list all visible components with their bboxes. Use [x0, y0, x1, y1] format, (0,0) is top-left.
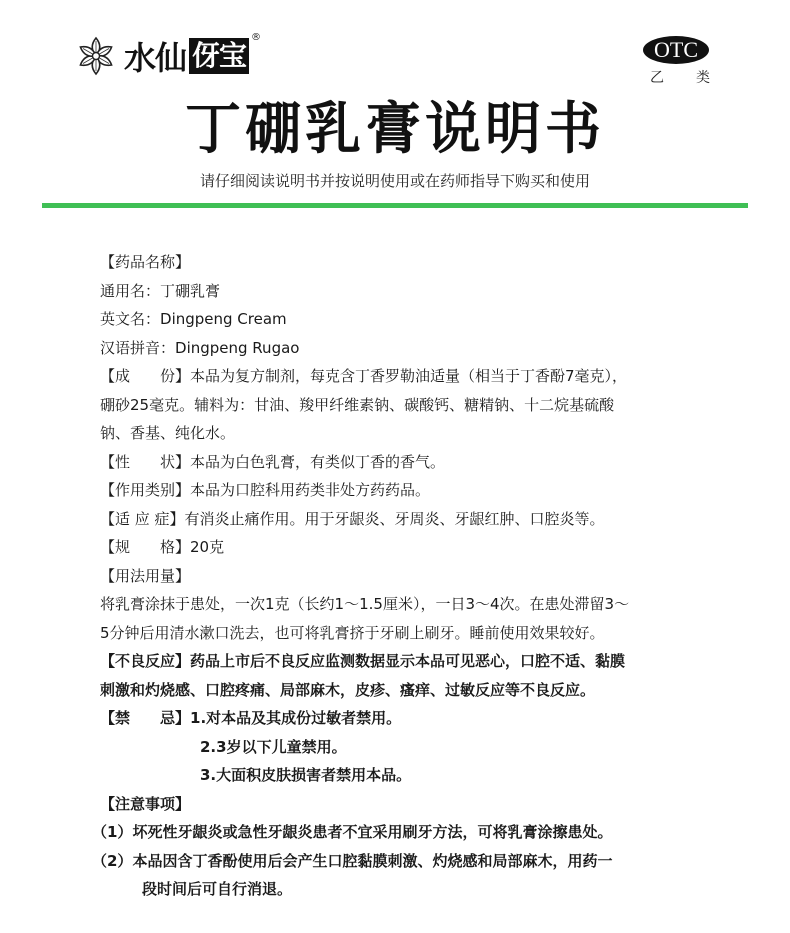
otc-class-label [650, 67, 710, 87]
brand-logo [74, 32, 261, 80]
dosage-line: 将乳膏涂抹于患处，一次1克（长约1～1.5厘米），一日3～4次。在患处滞留3～ [100, 595, 630, 613]
adverse-row [100, 647, 680, 676]
indications-text: 有消炎止痛作用。用于牙龈炎、牙周炎、牙龈红肿、口腔炎等。 [184, 509, 605, 528]
specification-row [100, 533, 680, 562]
brand-name: 水仙 [124, 39, 187, 77]
precaution-number: （2） [92, 851, 133, 870]
precaution-text: 坏死性牙龈炎或急性牙龈炎患者不宜采用刷牙方法，可将乳膏涂擦患处。 [132, 823, 613, 841]
generic-name-label: 通用名： [100, 281, 161, 300]
english-name-row [100, 305, 680, 334]
page-subtitle: 请仔细阅读说明书并按说明使用或在药师指导下购买和使用 [199, 172, 590, 190]
pinyin-name-label: 汉语拼音： [100, 338, 176, 357]
ingredients-row [100, 362, 680, 391]
section-heading-adverse: 【不良反应】 [100, 652, 191, 670]
category-row [100, 476, 680, 505]
narcissus-flower-icon [74, 34, 118, 78]
section-heading-precautions: 【注意事项】 [100, 794, 191, 813]
section-heading-category: 【作用类别】 [100, 481, 191, 499]
ingredients-line: 钠、香基、纯化水。 [100, 424, 236, 442]
otc-class-left: 乙 [650, 70, 664, 86]
section-heading-drug-name: 【药品名称】 [100, 253, 191, 271]
generic-name-row [100, 277, 680, 306]
page-title: 丁硼乳膏说明书 [185, 97, 605, 162]
brand-name-boxed: 伢宝 [189, 38, 249, 74]
appearance-row [100, 448, 680, 477]
section-heading-indications: 【适 应 症】 [100, 509, 185, 528]
section-heading-dosage: 【用法用量】 [100, 566, 191, 585]
pinyin-name-row [100, 334, 680, 363]
precaution-number: （1） [92, 823, 133, 841]
indications-row [100, 505, 680, 534]
contraindication-item: 1.对本品及其成份过敏者禁用。 [190, 709, 402, 727]
contraindication-row [100, 704, 680, 733]
english-name-label: 英文名： [100, 310, 161, 328]
specification-text: 20克 [190, 538, 225, 556]
english-name-value: Dingpeng Cream [160, 310, 287, 328]
instruction-body [92, 248, 680, 904]
ingredients-line: 硼砂25毫克。辅料为：甘油、羧甲纤维素钠、碳酸钙、糖精钠、十二烷基硫酸 [100, 395, 615, 414]
divider-rule [42, 203, 748, 208]
ingredients-line: 本品为复方制剂，每克含丁香罗勒油适量（相当于丁香酚7毫克）， [190, 367, 628, 385]
adverse-line: 药品上市后不良反应监测数据显示本品可见恶心，口腔不适、黏膜 [190, 652, 626, 670]
appearance-text: 本品为白色乳膏，有类似丁香的香气。 [190, 452, 446, 471]
section-heading-appearance: 【性 状】 [100, 452, 191, 471]
category-text: 本品为口腔科用药类非处方药药品。 [190, 481, 431, 499]
otc-badge: OTC [643, 36, 709, 64]
precaution-text-continued: 段时间后可自行消退。 [142, 880, 293, 898]
contraindication-item: 3.大面积皮肤损害者禁用本品。 [200, 766, 412, 784]
generic-name-value: 丁硼乳膏 [160, 281, 221, 300]
otc-class-right: 类 [696, 70, 710, 86]
section-heading-contraindications: 【禁 忌】 [100, 709, 191, 727]
adverse-line: 刺激和灼烧感、口腔疼痛、局部麻木，皮疹、瘙痒、过敏反应等不良反应。 [100, 680, 596, 699]
section-heading-ingredients: 【成 份】 [100, 367, 191, 385]
section-heading-specification: 【规 格】 [100, 538, 191, 556]
registered-mark: ® [251, 32, 262, 43]
dosage-line: 5分钟后用清水漱口洗去，也可将乳膏挤于牙刷上刷牙。睡前使用效果较好。 [100, 623, 605, 642]
precaution-text: 本品因含丁香酚使用后会产生口腔黏膜刺激、灼烧感和局部麻木，用药一 [132, 851, 613, 870]
precaution-item [92, 847, 680, 876]
pinyin-name-value: Dingpeng Rugao [175, 338, 300, 357]
precaution-item [92, 818, 680, 847]
contraindication-item: 2.3岁以下儿童禁用。 [200, 737, 347, 756]
